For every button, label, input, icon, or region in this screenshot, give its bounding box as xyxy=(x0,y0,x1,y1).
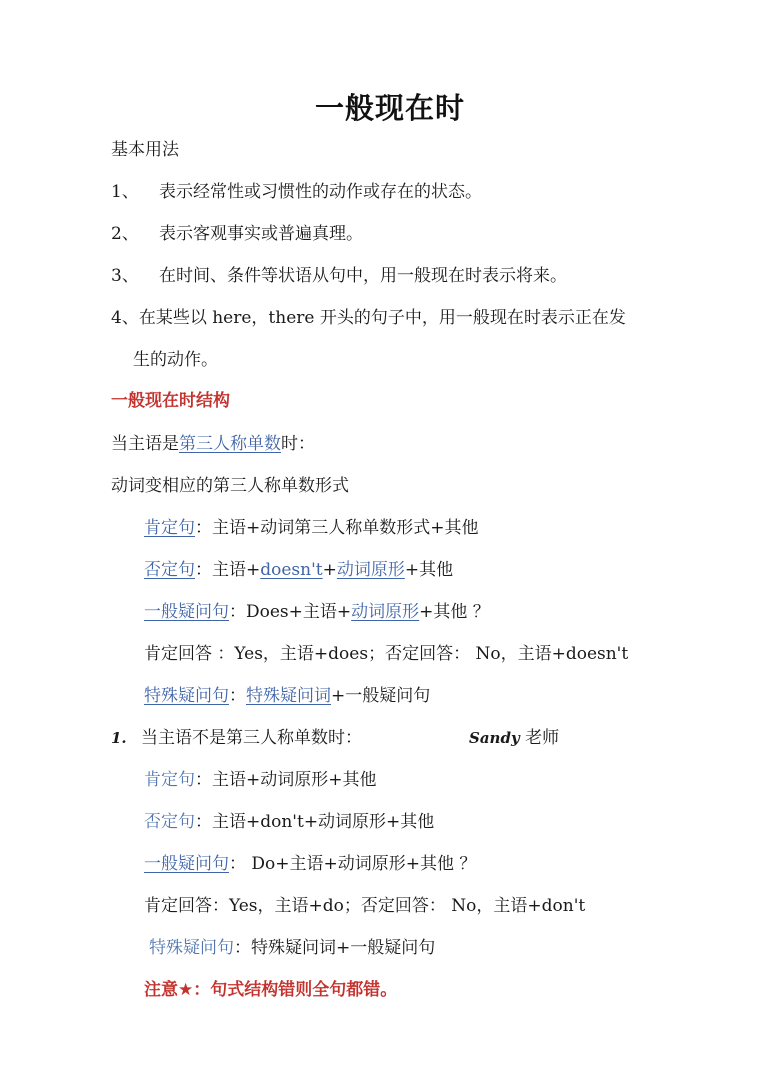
third-answers-row: 肯定回答 ：Yes，主语+does；否定回答： No，主语+doesn't xyxy=(144,644,629,664)
third-special-row xyxy=(144,684,430,708)
note-warning: 注意★：句式结构错则全句都错。 xyxy=(144,980,398,1000)
third-question-row xyxy=(144,600,490,624)
usage-item-3 xyxy=(111,264,567,288)
usage-item-3-number: 3、 xyxy=(111,266,139,286)
intro-post: 时： xyxy=(281,434,315,454)
special-question-label-link[interactable]: 特殊疑问句 xyxy=(144,686,229,706)
na-question-label-link[interactable]: 一般疑问句 xyxy=(144,854,229,874)
non-third-intro: 当主语不是第三人称单数时： xyxy=(141,728,362,748)
question-label-link[interactable]: 一般疑问句 xyxy=(144,602,229,622)
third-affirmative-row xyxy=(144,516,479,540)
signature-title: 老师 xyxy=(525,728,560,748)
signature xyxy=(469,726,559,750)
non-third-question-row xyxy=(144,852,476,876)
usage-item-2 xyxy=(111,222,363,246)
affirmative-label-link[interactable]: 肯定句 xyxy=(144,518,195,538)
question-text-1: ：Does+主语+ xyxy=(229,602,352,622)
doesnt-link[interactable]: doesn't xyxy=(260,560,323,580)
usage-item-3-text: 在时间、条件等状语从句中，用一般现在时表示将来。 xyxy=(159,266,567,286)
na-question-text: ： Do+主语+动词原形+其他 ？ xyxy=(229,854,477,874)
na-affirmative-text: ：主语+动词原形+其他 xyxy=(195,770,377,790)
list-bullet: 1. xyxy=(111,729,127,747)
structure-heading: 一般现在时结构 xyxy=(111,391,230,411)
negative-text-3: +其他 xyxy=(404,560,454,580)
signature-name: Sandy xyxy=(469,729,520,747)
usage-item-1-number: 1、 xyxy=(111,182,139,202)
basic-usage-heading: 基本用法 xyxy=(111,140,179,160)
affirmative-text: ：主语+动词第三人称单数形式+其他 xyxy=(195,518,479,538)
non-third-answers-row: 肯定回答：Yes，主语+do；否定回答： No，主语+don't xyxy=(144,896,586,916)
non-third-affirmative-row xyxy=(144,768,377,792)
usage-item-4-text: 在某些以 here，there 开头的句子中，用一般现在时表示正在发 xyxy=(138,308,626,328)
usage-item-1-text: 表示经常性或习惯性的动作或存在的状态。 xyxy=(159,182,482,202)
usage-item-4 xyxy=(111,306,626,330)
third-negative-row xyxy=(144,558,453,582)
question-text-2: +其他 ？ xyxy=(419,602,490,622)
usage-item-2-number: 2、 xyxy=(111,224,139,244)
third-person-intro xyxy=(111,432,315,456)
usage-item-4-continuation: 生的动作。 xyxy=(133,350,218,370)
negative-text-2: + xyxy=(322,560,337,580)
usage-item-4-number: 4、 xyxy=(111,308,139,328)
na-affirmative-label: 肯定句 xyxy=(144,770,195,790)
usage-item-2-text: 表示客观事实或普遍真理。 xyxy=(159,224,363,244)
special-text-1: ： xyxy=(229,686,246,706)
wh-word-link[interactable]: 特殊疑问词 xyxy=(246,686,331,706)
na-negative-text: ：主语+don't+动词原形+其他 xyxy=(195,812,435,832)
base-verb-link[interactable]: 动词原形 xyxy=(336,560,405,580)
na-special-label: 特殊疑问句 xyxy=(149,938,234,958)
page-title: 一般现在时 xyxy=(314,91,465,125)
intro-pre: 当主语是 xyxy=(111,434,179,454)
na-negative-label: 否定句 xyxy=(144,812,195,832)
non-third-intro-row xyxy=(111,726,362,750)
negative-text-1: ：主语+ xyxy=(195,560,261,580)
usage-item-1 xyxy=(111,180,482,204)
verb-change-note: 动词变相应的第三人称单数形式 xyxy=(111,476,349,496)
negative-label-link[interactable]: 否定句 xyxy=(144,560,195,580)
third-person-singular-link[interactable]: 第三人称单数 xyxy=(179,434,281,454)
question-base-verb-link[interactable]: 动词原形 xyxy=(351,602,420,622)
special-text-2: +一般疑问句 xyxy=(331,686,431,706)
non-third-negative-row xyxy=(144,810,434,834)
na-special-text: ：特殊疑问词+一般疑问句 xyxy=(234,938,436,958)
non-third-special-row xyxy=(149,936,435,960)
